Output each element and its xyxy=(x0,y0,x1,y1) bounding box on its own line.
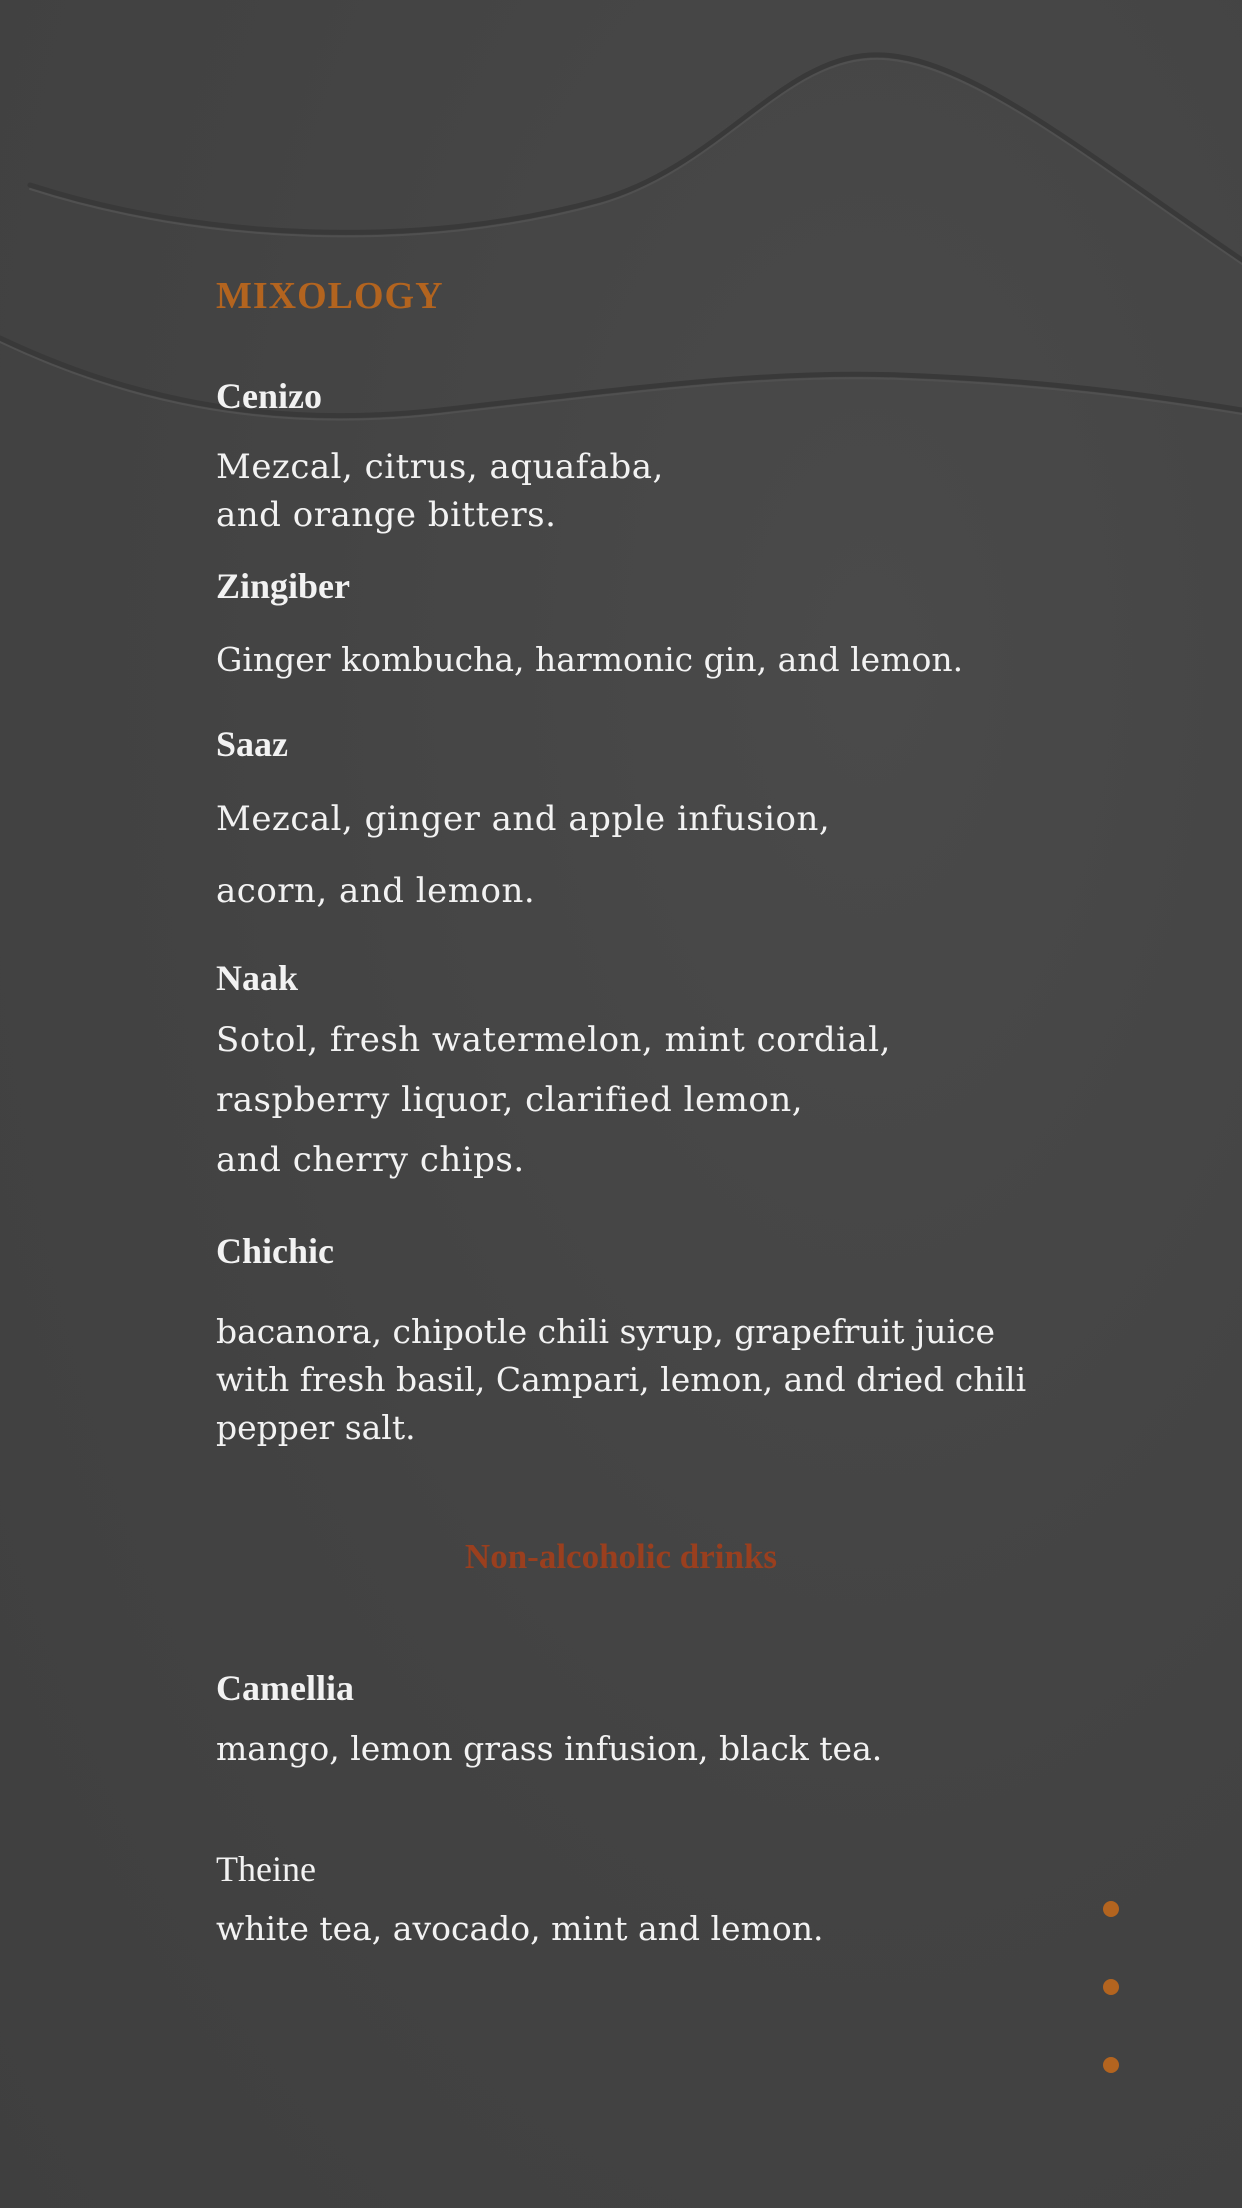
drink-description-chichic-line2: with fresh basil, Campari, lemon, and dried chili xyxy=(216,1360,1027,1399)
drink-description-naak-line3: and cherry chips. xyxy=(216,1140,525,1180)
wave-line-top-highlight xyxy=(30,59,1242,264)
section-title-mixology: MIXOLOGY xyxy=(216,275,444,317)
drink-description-saaz-line2: acorn, and lemon. xyxy=(216,871,536,911)
drink-description-chichic-line1: bacanora, chipotle chili syrup, grapefruit juice xyxy=(216,1312,996,1351)
drink-description-naak-line1: Sotol, fresh watermelon, mint cordial, xyxy=(216,1020,891,1060)
drink-name-saaz: Saaz xyxy=(216,724,288,764)
drink-description-camellia-line1: mango, lemon grass infusion, black tea. xyxy=(216,1729,883,1768)
wave-line-bottom-highlight xyxy=(0,342,1242,420)
drink-name-camellia: Camellia xyxy=(216,1668,354,1708)
decorative-dot xyxy=(1103,1979,1119,1995)
drink-name-cenizo: Cenizo xyxy=(216,376,322,416)
drink-description-chichic-line3: pepper salt. xyxy=(216,1408,416,1447)
drink-description-saaz-line1: Mezcal, ginger and apple infusion, xyxy=(216,799,831,839)
drink-description-cenizo-line1: Mezcal, citrus, aquafaba, xyxy=(216,447,664,487)
drink-name-chichic: Chichic xyxy=(216,1231,335,1271)
drink-name-naak: Naak xyxy=(216,958,299,998)
section-title-non-alcoholic: Non-alcoholic drinks xyxy=(464,1537,778,1576)
decorative-dot xyxy=(1103,2057,1119,2073)
decorative-wave-lines xyxy=(0,0,1242,460)
drink-description-cenizo-line2: and orange bitters. xyxy=(216,495,557,535)
drink-description-naak-line2: raspberry liquor, clarified lemon, xyxy=(216,1080,804,1120)
drink-description-zingiber-line1: Ginger kombucha, harmonic gin, and lemon. xyxy=(216,640,964,679)
drink-description-theine-line1: white tea, avocado, mint and lemon. xyxy=(216,1909,824,1948)
drink-name-theine: Theine xyxy=(216,1849,316,1889)
drink-name-zingiber: Zingiber xyxy=(216,566,351,606)
decorative-dot xyxy=(1103,1901,1119,1917)
